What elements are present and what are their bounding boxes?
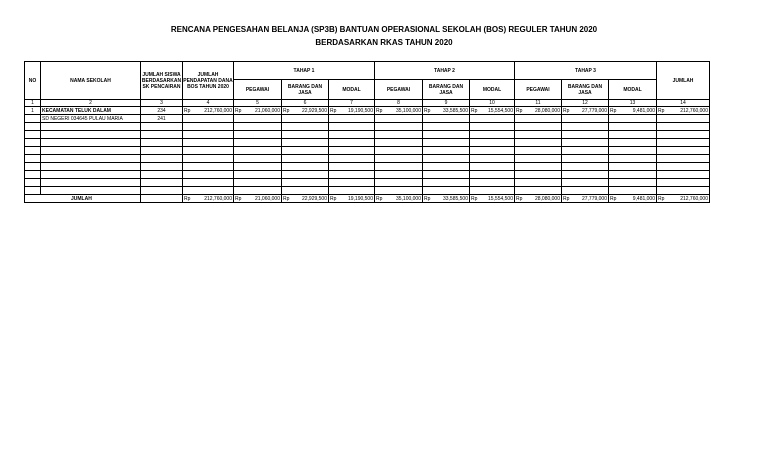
total-t1-pegawai: Rp 21,060,000: [235, 195, 280, 202]
header-t2-pegawai: PEGAWAI: [375, 80, 423, 100]
header-t3-pegawai: PEGAWAI: [515, 80, 562, 100]
col-number: 13: [609, 100, 657, 107]
table-row-empty: [25, 123, 710, 131]
header-tahap-2: TAHAP 2: [375, 62, 515, 80]
table-row-empty: [25, 179, 710, 187]
col-number: 7: [329, 100, 375, 107]
table-row-empty: [25, 171, 710, 179]
t1-pegawai-cell: Rp 21,060,000: [235, 107, 280, 114]
col-number: 4: [183, 100, 234, 107]
header-t3-barang: BARANG DAN JASA: [562, 80, 609, 100]
header-jumlah-siswa: JUMLAH SISWA BERDASARKAN SK PENCAIRAN: [141, 62, 183, 100]
col-number: 3: [141, 100, 183, 107]
jumlah-siswa: 234: [141, 107, 183, 115]
col-number: 6: [282, 100, 329, 107]
document-subtitle: BERDASARKAN RKAS TAHUN 2020: [315, 38, 453, 47]
total-t3-modal: Rp 9,481,000: [610, 195, 655, 202]
col-number: 12: [562, 100, 609, 107]
t1-barang-cell: Rp 22,929,500: [283, 107, 327, 114]
table-row-kecamatan: [25, 107, 710, 115]
header-t1-pegawai: PEGAWAI: [234, 80, 282, 100]
header-no: NO: [25, 62, 41, 100]
col-number: 9: [423, 100, 470, 107]
total-jumlah: Rp 212,760,000: [658, 195, 708, 202]
table-row-empty: [25, 131, 710, 139]
col-number: 8: [375, 100, 423, 107]
header-nama-sekolah: NAMA SEKOLAH: [41, 62, 141, 100]
header-tahap-1: TAHAP 1: [234, 62, 375, 80]
header-t2-barang: BARANG DAN JASA: [423, 80, 470, 100]
table-row-empty: [25, 147, 710, 155]
total-t3-barang: Rp 27,779,000: [563, 195, 607, 202]
total-t2-barang: Rp 33,585,500: [424, 195, 468, 202]
t2-modal-cell: Rp 15,554,500: [471, 107, 513, 114]
col-number: 11: [515, 100, 562, 107]
pendapatan-cell: Rp 212,760,000: [184, 107, 232, 114]
col-number: 1: [25, 100, 41, 107]
total-t1-barang: Rp 22,929,500: [283, 195, 327, 202]
col-number: 10: [470, 100, 515, 107]
table-row-empty: [25, 163, 710, 171]
header-t3-modal: MODAL: [609, 80, 657, 100]
table-row-school: [25, 115, 710, 123]
col-number: 14: [657, 100, 710, 107]
document-title: RENCANA PENGESAHAN BELANJA (SP3B) BANTUAN OPERASIONAL SEKOLAH (BOS) REGULER TAHUN 2020: [170, 25, 598, 34]
total-t1-modal: Rp 19,190,500: [330, 195, 373, 202]
t3-barang-cell: Rp 27,779,000: [563, 107, 607, 114]
header-t1-barang: BARANG DAN JASA: [282, 80, 329, 100]
total-t2-modal: Rp 15,554,500: [471, 195, 513, 202]
column-number-row: [25, 100, 710, 107]
kecamatan-name: KECAMATAN TELUK DALAM: [41, 107, 141, 115]
total-t2-pegawai: Rp 35,100,000: [376, 195, 421, 202]
table-row-total: [25, 195, 710, 203]
header-jumlah: JUMLAH: [657, 62, 710, 100]
header-t1-modal: MODAL: [329, 80, 375, 100]
jumlah-siswa: 241: [141, 115, 183, 123]
header-t2-modal: MODAL: [470, 80, 515, 100]
budget-table: [24, 61, 710, 203]
table-row-empty: [25, 155, 710, 163]
table-row-empty: [25, 187, 710, 195]
t2-barang-cell: Rp 33,585,500: [424, 107, 468, 114]
total-pendapatan: Rp 212,760,000: [184, 195, 232, 202]
t3-pegawai-cell: Rp 28,080,000: [516, 107, 560, 114]
jumlah-cell: Rp 212,760,000: [658, 107, 708, 114]
row-no: 1: [25, 107, 41, 115]
total-t3-pegawai: Rp 28,080,000: [516, 195, 560, 202]
col-number: 2: [41, 100, 141, 107]
table-row-empty: [25, 139, 710, 147]
header-tahap-3: TAHAP 3: [515, 62, 657, 80]
t1-modal-cell: Rp 19,190,500: [330, 107, 373, 114]
school-name: SD NEGERI 034645 PULAU MARIA: [41, 115, 141, 123]
header-jumlah-pendapatan: JUMLAH PENDAPATAN DANA BOS TAHUN 2020: [183, 62, 234, 100]
t3-modal-cell: Rp 9,481,000: [610, 107, 655, 114]
col-number: 5: [234, 100, 282, 107]
t2-pegawai-cell: Rp 35,100,000: [376, 107, 421, 114]
total-label: JUMLAH: [25, 195, 141, 203]
